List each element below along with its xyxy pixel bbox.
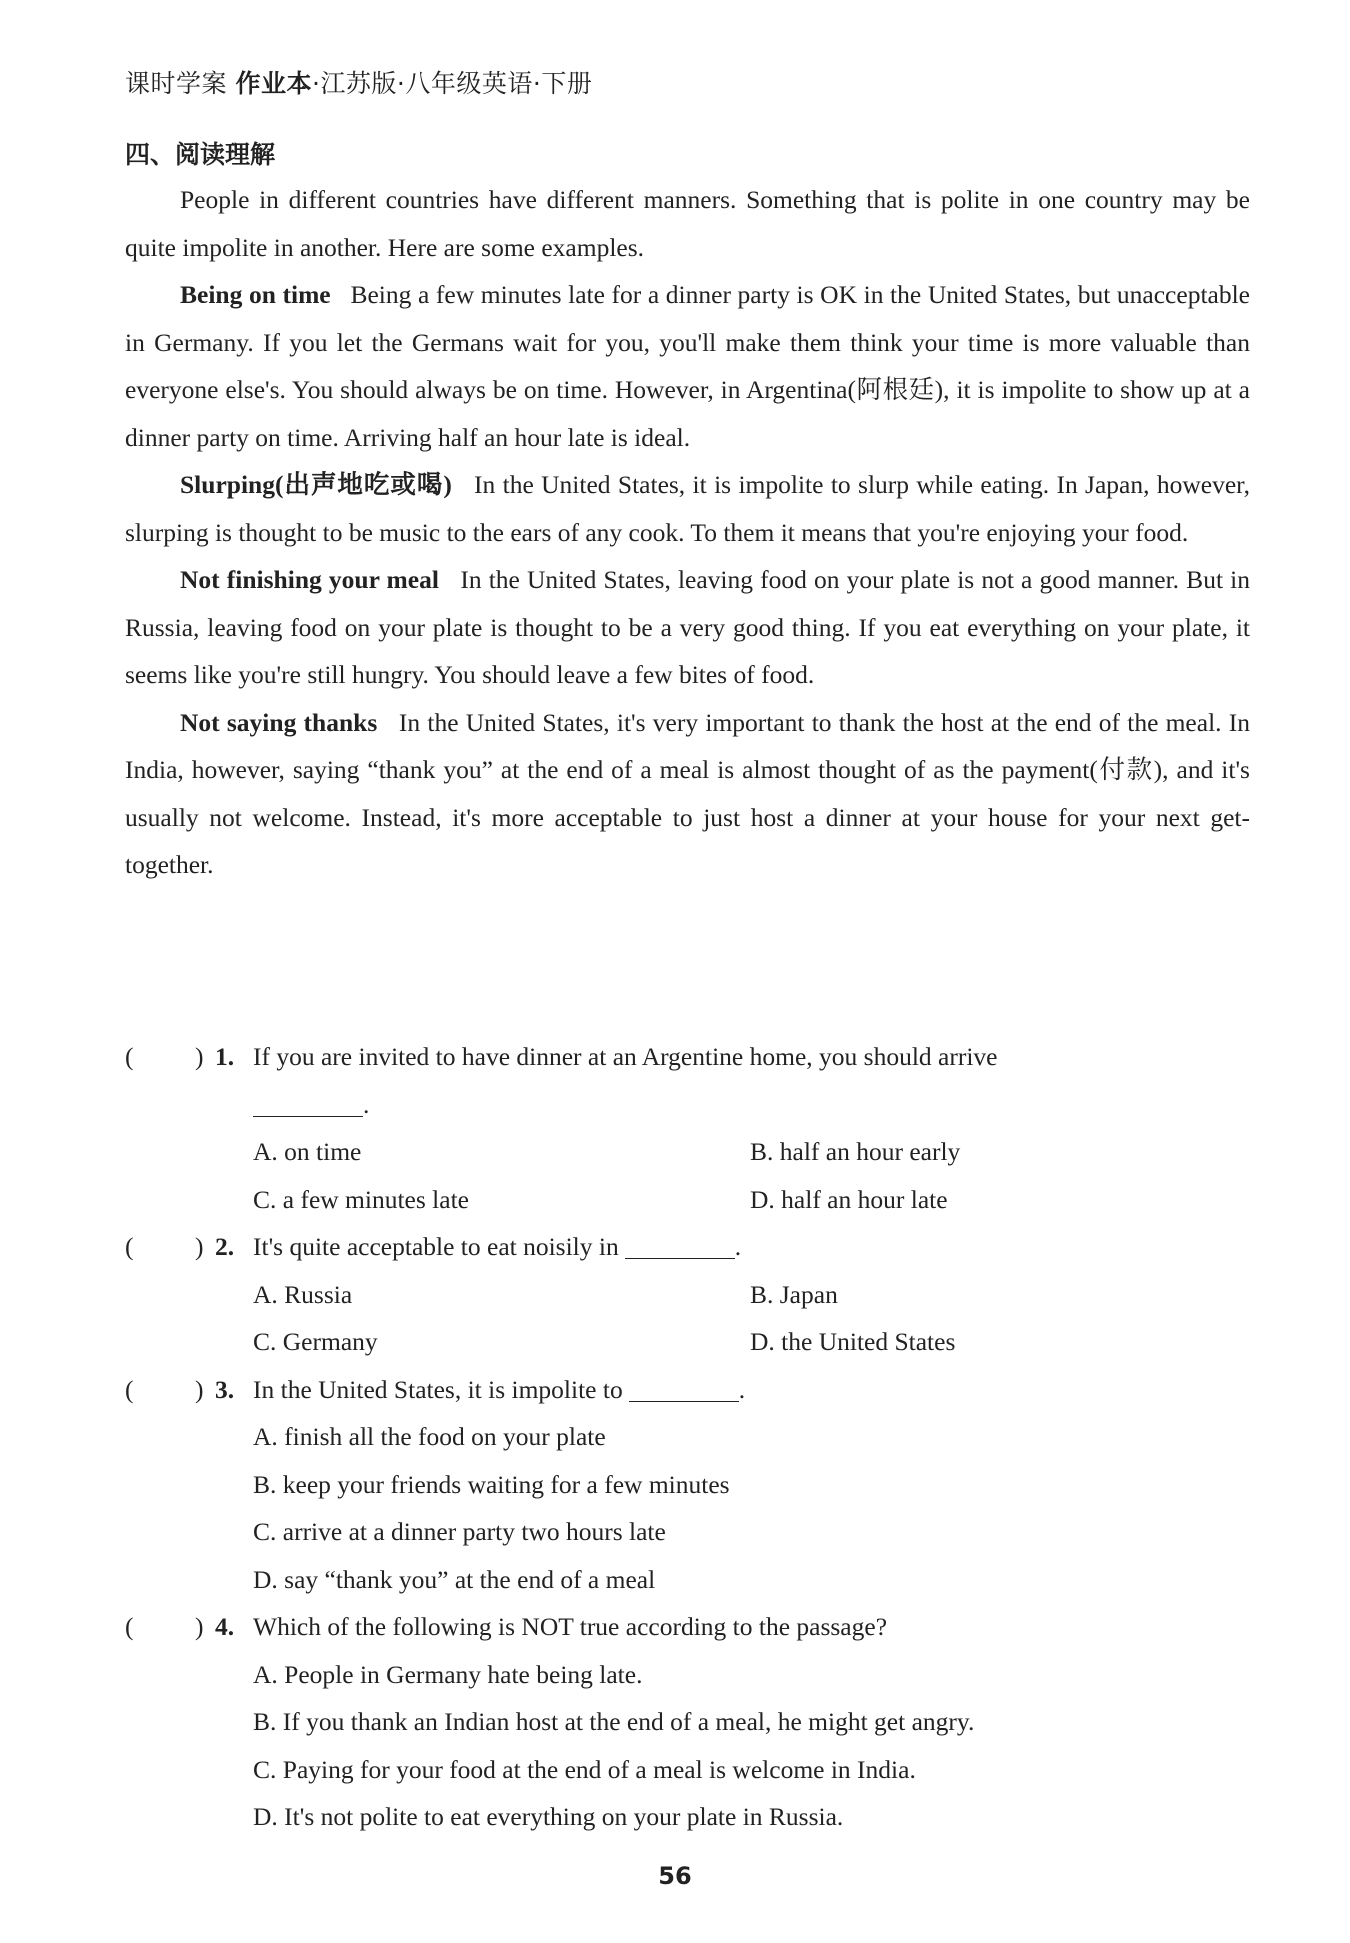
option-grid: [125, 1271, 1250, 1366]
section-title: 四、阅读理解: [125, 140, 276, 169]
answer-paren-right: ): [195, 1042, 204, 1071]
answer-paren-left: (: [125, 1042, 134, 1071]
option-d: D. half an hour late: [750, 1184, 948, 1214]
question-stem-text: In the United States, it is impolite to: [253, 1374, 623, 1404]
paragraph-text: In the United States, it is impolite to slurp while eating. In Japan, however, slurping is thought to be music to the ears of any cook. To them it means that you're enjoying your food.: [125, 470, 1251, 547]
question-number: 2.: [215, 1232, 235, 1261]
answer-paren-right: ): [195, 1612, 204, 1641]
answer-paren-right: ): [195, 1232, 204, 1261]
paragraph-text: In the United States, it's very important to thank the host at the end of the meal. In India, however, saying “thank you” at the end of a meal is almost thought of as the payment(付款), and it's usually not welcome. Instead, it's more acceptable to just host a dinner at your house for your next get-together.: [125, 707, 1250, 879]
question-item: [125, 1033, 1250, 1128]
question-list: [125, 1033, 1250, 1841]
option-b: B. half an hour early: [750, 1137, 961, 1166]
option-a: A. Russia: [253, 1279, 353, 1309]
option-b: B. Japan: [750, 1279, 838, 1309]
passage-intro: People in different countries have different manners. Something that is polite in one country may be quite impolite in another. Here are some examples.: [125, 185, 1250, 262]
question-stem-end: .: [363, 1089, 370, 1119]
option-b: B. If you thank an Indian host at the end of a meal, he might get angry.: [253, 1707, 975, 1736]
passage-paragraph: [125, 271, 1250, 461]
question-item: [125, 1223, 1250, 1271]
question-number: 1.: [215, 1042, 235, 1071]
option-c: C. Paying for your food at the end of a meal is welcome in India.: [253, 1754, 916, 1784]
option-grid: [125, 1128, 1250, 1223]
option-a: A. finish all the food on your plate: [253, 1422, 606, 1451]
answer-paren-left: (: [125, 1612, 134, 1641]
option-c: C. a few minutes late: [253, 1184, 469, 1214]
reading-passage: [125, 176, 1250, 889]
option-list: [125, 1413, 1250, 1603]
option-d: D. It's not polite to eat everything on your plate in Russia.: [253, 1802, 844, 1831]
question-stem: [253, 1366, 1250, 1414]
question-number: 4.: [215, 1612, 235, 1641]
question-stem-text: It's quite acceptable to eat noisily in: [253, 1232, 619, 1261]
header-rest: ·江苏版·八年级英语·下册: [311, 69, 593, 98]
paragraph-text: Being a few minutes late for a dinner party is OK in the United States, but unacceptable in Germany. If you let the Germans wait for you, you'll make them think your time is more valuable than everyone else's. You should always be on time. However, in Argentina(阿根廷), it is impolite to show up at a dinner party on time. Arriving half an hour late is ideal.: [125, 280, 1250, 452]
answer-blank[interactable]: [253, 1088, 363, 1117]
paragraph-text: In the United States, leaving food on your plate is not a good manner. But in Russia, leaving food on your plate is thought to be a very good thing. If you eat everything on your plate, it seems like you're still hungry. You should leave a few bites of food.: [125, 565, 1250, 689]
passage-paragraph: [125, 461, 1250, 556]
answer-blank[interactable]: [629, 1373, 739, 1402]
question-number: 3.: [215, 1374, 235, 1404]
question-stem: [253, 1033, 1250, 1128]
paragraph-heading: Slurping(出声地吃或喝): [180, 470, 452, 499]
option-a: A. on time: [253, 1137, 362, 1166]
passage-paragraph: [125, 699, 1250, 889]
option-list: [125, 1651, 1250, 1841]
answer-paren-left: (: [125, 1232, 134, 1261]
option-c: C. Germany: [253, 1327, 378, 1356]
question-stem-end: .: [734, 1232, 742, 1261]
paragraph-heading: Being on time: [180, 280, 331, 309]
question-stem-text: Which of the following is NOT true according to the passage?: [253, 1612, 888, 1641]
header-series: 课时学案: [125, 69, 228, 98]
answer-blank[interactable]: [625, 1230, 735, 1259]
question-item: [125, 1366, 1250, 1414]
page-number: 56: [658, 1862, 692, 1890]
question-stem-end: .: [738, 1374, 746, 1404]
answer-paren-left: (: [125, 1374, 134, 1404]
question-stem-text: If you are invited to have dinner at an Argentine home, you should arrive: [253, 1042, 998, 1071]
question-stem: [253, 1223, 1250, 1271]
answer-paren-right: ): [195, 1374, 204, 1404]
passage-paragraph: [125, 556, 1250, 699]
option-c: C. arrive at a dinner party two hours late: [253, 1517, 666, 1546]
option-d: D. say “thank you” at the end of a meal: [253, 1564, 656, 1594]
option-a: A. People in Germany hate being late.: [253, 1659, 643, 1689]
paragraph-heading: Not saying thanks: [180, 707, 378, 737]
paragraph-heading: Not finishing your meal: [180, 565, 439, 594]
option-d: D. the United States: [750, 1327, 956, 1356]
option-b: B. keep your friends waiting for a few minutes: [253, 1469, 730, 1499]
page-header: [125, 64, 592, 100]
question-stem: [253, 1603, 1250, 1651]
question-item: [125, 1603, 1250, 1651]
header-book: 作业本: [235, 69, 312, 98]
